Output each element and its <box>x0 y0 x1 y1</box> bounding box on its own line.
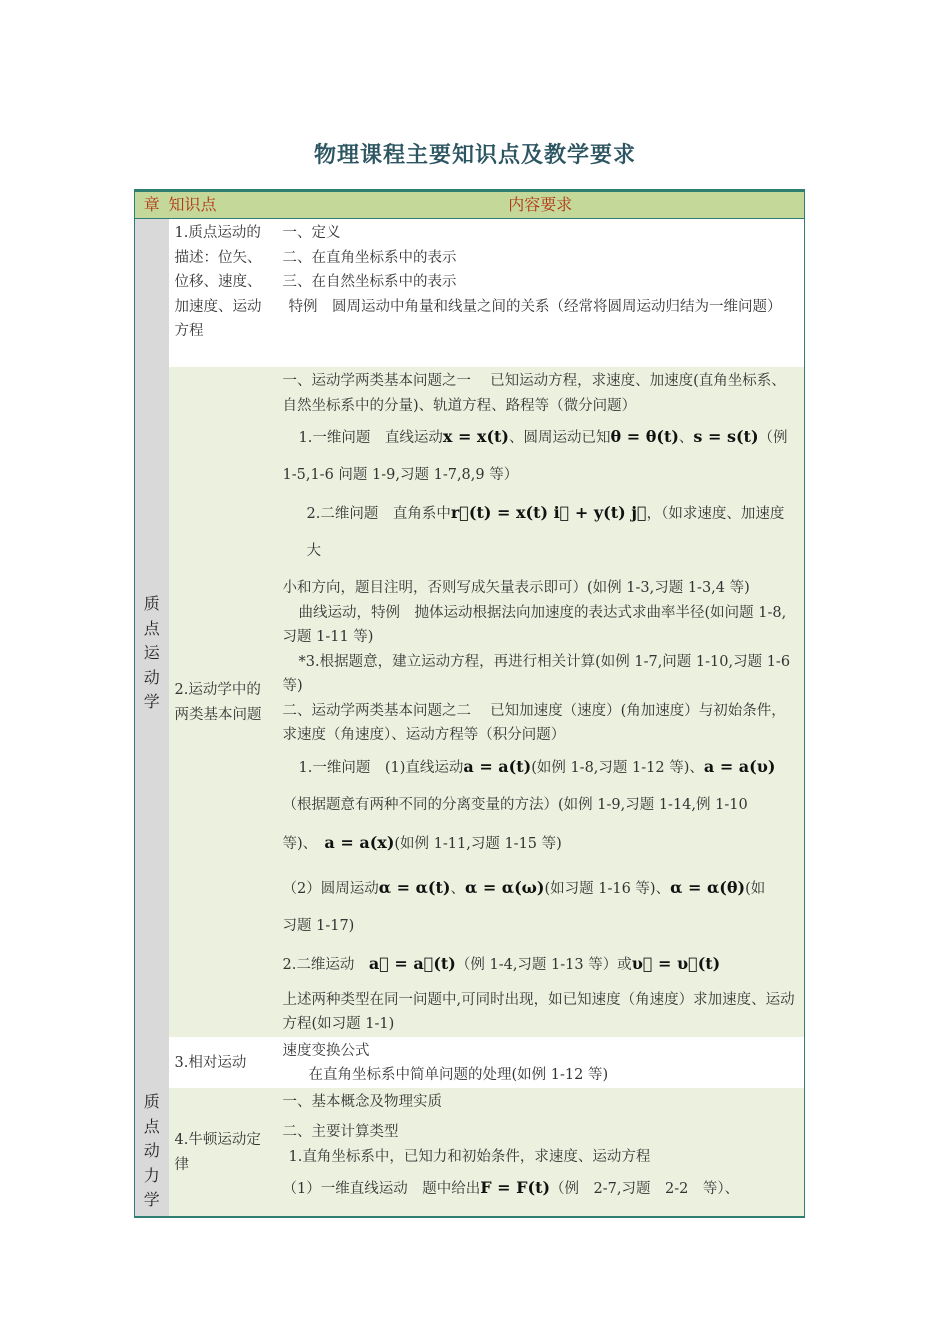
equation: x = x(t) <box>442 427 509 446</box>
chapter-char: 质 <box>143 594 160 613</box>
content-line <box>283 748 799 787</box>
table-row <box>135 1088 805 1217</box>
text-run: (如习题 1-16 等)、 <box>544 880 671 897</box>
content-line <box>283 418 799 457</box>
equation: θ = θ(t) <box>610 427 679 446</box>
text-run: ，（如求速度、加速度大 <box>306 506 785 559</box>
content-line: 二、主要计算类型 <box>282 1124 399 1140</box>
content-line <box>283 869 799 908</box>
equation: α = α(ω) <box>464 877 545 897</box>
text-run: (如 <box>745 880 766 897</box>
content-line: 一、运动学两类基本问题之一 已知运动方程，求速度、加速度(直角坐标系、自然坐标系中的分量)、轨道方程、路程等（微分问题） <box>282 373 786 414</box>
topic-cell: 4.牛顿运动定律 <box>169 1088 277 1217</box>
chapter-char: 动 <box>143 667 160 687</box>
equation: a = a(x) <box>324 832 395 852</box>
topic-cell: 3.相对运动 <box>174 1054 247 1071</box>
chapter-char: 点 <box>143 618 160 638</box>
content-line: 上述两种类型在同一问题中,可同时出现，如已知速度（角速度）求加速度、运动方程(如习题 1-1) <box>282 991 795 1032</box>
chapter-char: 运 <box>143 643 160 662</box>
equation: α = α(t) <box>378 877 451 897</box>
chapter-char: 动 <box>143 1141 160 1161</box>
content-line <box>283 945 799 984</box>
table-row <box>135 1037 805 1088</box>
header-topic: 知识点 <box>169 191 277 219</box>
content-cell <box>277 367 805 1037</box>
text-run: 2.二维运动 <box>282 956 355 973</box>
topic-cell: 2.运动学中的两类基本问题 <box>169 367 277 1037</box>
content-cell <box>277 1088 805 1217</box>
chapter-char: 力 <box>143 1165 160 1185</box>
content-line: 曲线运动，特例 抛体运动根据法向加速度的表达式求曲率半径(如问题 1-8,习题 1-11 等) <box>282 604 787 645</box>
content-line: 小和方向，题目注明，否则写成矢量表示即可）(如例 1-3,习题 1-3,4 等) <box>282 580 750 596</box>
text-run: （例 <box>758 430 788 446</box>
equation: a = a(υ) <box>703 756 776 776</box>
chapter-char: 点 <box>143 1116 160 1136</box>
equation: a⃗ = a⃗(t) <box>368 953 456 973</box>
equation: υ⃗ = υ⃗(t) <box>631 953 721 973</box>
text-run: (如例 1-8,习题 1-12 等)、 <box>531 759 704 776</box>
content-cell <box>277 219 805 368</box>
content-line: 特例 圆周运动中角量和线量之间的关系（经常将圆周运动归结为一维问题） <box>288 298 782 315</box>
content-line: 二、运动学两类基本问题之二 已知加速度（速度）(角加速度）与初始条件，求速度（角速度）、运动方程等（积分问题） <box>282 702 786 743</box>
content-line: 1-5,1-6 问题 1-9,习题 1-7,8,9 等） <box>282 467 519 483</box>
content-line <box>283 824 799 863</box>
content-line: 一、基本概念及物理实质 <box>282 1093 442 1110</box>
header-chapter: 章 <box>135 191 169 219</box>
header-content: 内容要求 <box>277 191 805 219</box>
text-run: （1）一维直线运动 题中给出 <box>282 1181 481 1197</box>
chapter-char: 学 <box>143 692 160 711</box>
equation: a = a(t) <box>463 756 532 776</box>
chapter-char: 质 <box>143 1092 160 1112</box>
text-run: 、圆周运动已知 <box>509 430 611 446</box>
content-cell <box>277 1037 805 1088</box>
content-line: （根据题意有两种不同的分离变量的方法）(如例 1-9,习题 1-14,例 1-10 <box>282 796 748 813</box>
content-line <box>283 494 799 570</box>
equation: α = α(θ) <box>670 877 746 897</box>
text-run: 1.一维问题 直线运动 <box>298 430 443 446</box>
chapter-kinematics <box>135 219 169 1088</box>
content-line: 二、在直角坐标系中的表示 <box>282 249 457 266</box>
text-run: 、 <box>678 430 694 446</box>
equation: F = F(t) <box>480 1178 551 1197</box>
topic-cell: 1.质点运动的描述：位矢、位移、速度、加速度、运动方程 <box>174 225 262 339</box>
text-run: 、 <box>450 880 465 897</box>
content-line: 1.直角坐标系中，已知力和初始条件，求速度、运动方程 <box>288 1148 651 1165</box>
content-line: 一、定义 <box>282 225 341 241</box>
equation: s = s(t) <box>693 427 759 446</box>
text-run: （2）圆周运动 <box>282 880 379 897</box>
text-run: （例 1-4,习题 1-13 等）或 <box>455 956 632 973</box>
chapter-dynamics <box>135 1088 169 1217</box>
content-line: 习题 1-17) <box>282 917 355 934</box>
table-header-row <box>135 191 805 219</box>
table-row <box>135 367 805 1037</box>
table-row <box>135 219 805 368</box>
content-line: 三、在自然坐标系中的表示 <box>282 274 457 290</box>
text-run: （例 2-7,习题 2-2 等）、 <box>550 1181 740 1197</box>
text-run: 1.一维问题 (1)直线运动 <box>298 759 464 776</box>
text-run: (如例 1-11,习题 1-15 等) <box>394 835 562 852</box>
text-run: 等)、 <box>282 835 310 852</box>
knowledge-table <box>134 189 805 1218</box>
document-title: 物理课程主要知识点及教学要求 <box>313 143 636 168</box>
content-line: 在直角坐标系中简单问题的处理(如例 1-12 等) <box>308 1067 609 1083</box>
chapter-char: 学 <box>143 1190 160 1210</box>
content-line <box>283 1169 799 1208</box>
content-line: 速度变换公式 <box>282 1042 370 1059</box>
content-line: *3.根据题意，建立运动方程，再进行相关计算(如例 1-7,问题 1-10,习题 1-6 等) <box>282 653 791 694</box>
text-run: 2.二维问题 直角系中 <box>306 506 451 522</box>
equation: r⃗(t) = x(t) i⃗ + y(t) j⃗ <box>450 503 647 522</box>
